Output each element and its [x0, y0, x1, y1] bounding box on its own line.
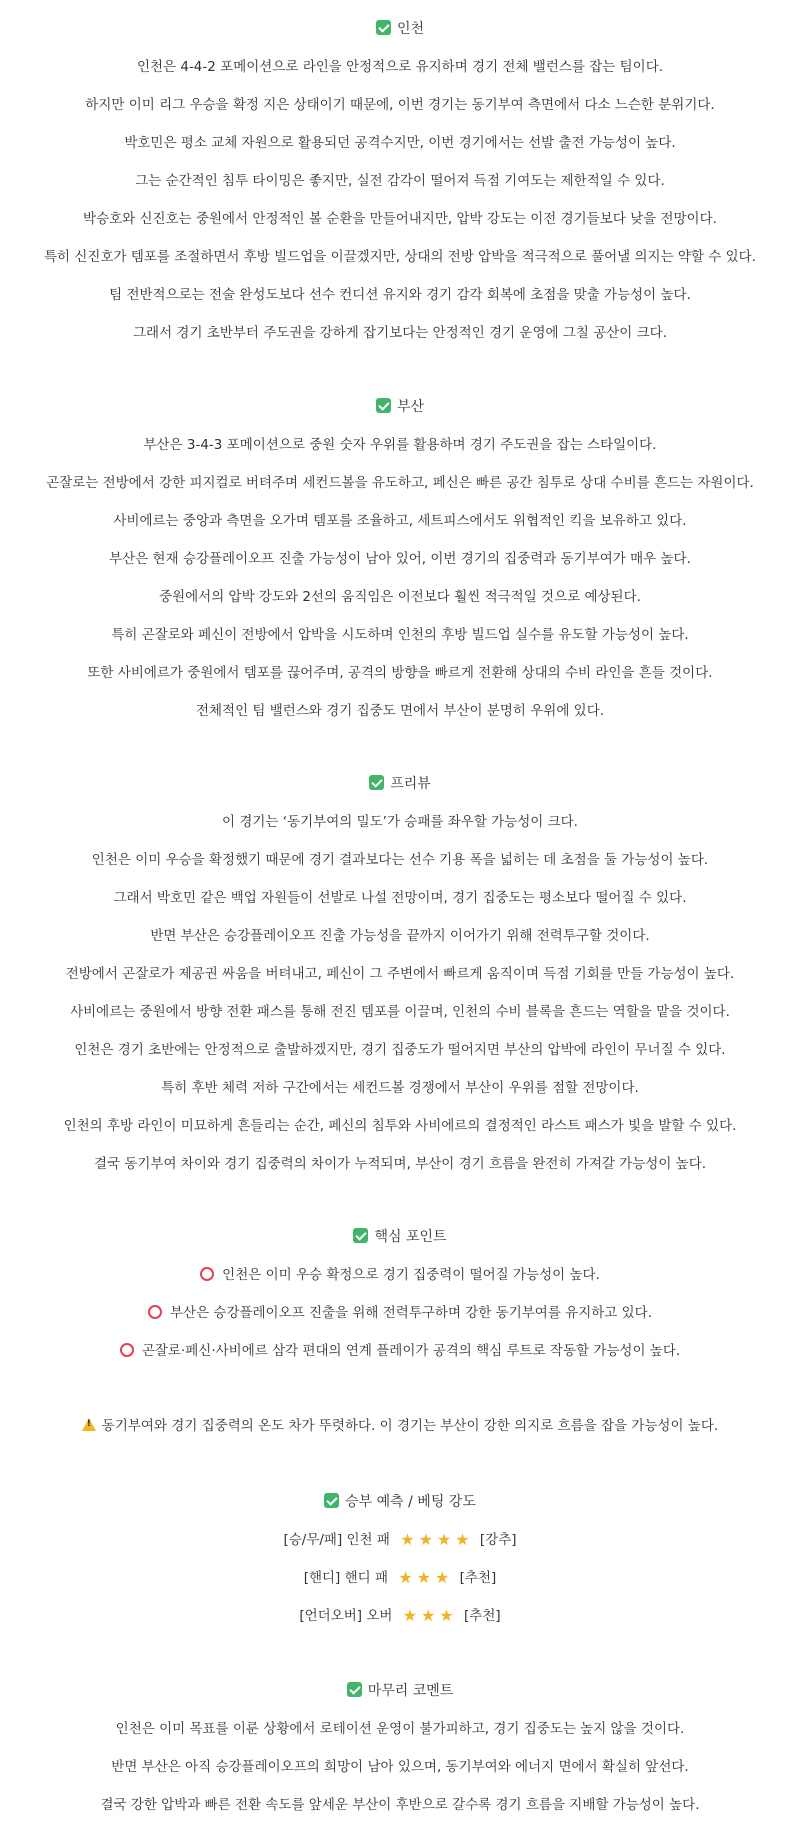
section-prediction: [0, 1483, 800, 1635]
star-icon: ★: [455, 1530, 470, 1549]
section-key-points: [0, 1218, 800, 1370]
paragraph-line: 전체적인 팀 밸런스와 경기 집중도 면에서 부산이 분명히 우위에 있다.: [195, 703, 605, 719]
warning-icon: [82, 1418, 96, 1431]
section-heading: 프리뷰: [0, 765, 800, 803]
paragraph-line: 인천은 경기 초반에는 안정적으로 출발하겠지만, 경기 집중도가 떨어지면 부산의 압박에 라인이 무너질 수 있다.: [74, 1042, 726, 1058]
section-preview: [0, 765, 800, 1183]
paragraph-line: 이 경기는 ‘동기부여의 밀도’가 승패를 좌우할 가능성이 크다.: [222, 814, 578, 830]
star-icon: ★: [416, 1568, 432, 1587]
prediction-row: [0, 1597, 800, 1635]
section-heading: 마무리 코멘트: [0, 1672, 800, 1710]
paragraph-line: 반면 부산은 아직 승강플레이오프의 희망이 남아 있으며, 동기부여와 에너지 면에서 확실히 앞선다.: [111, 1759, 689, 1775]
rating-stars: [396, 1570, 451, 1586]
section-heading: 인천: [0, 10, 800, 48]
check-icon: [324, 1493, 339, 1508]
section-heading: 승부 예측 / 베팅 강도: [0, 1483, 800, 1521]
key-point-item: 인천은 이미 우승 확정으로 경기 집중력이 떨어질 가능성이 높다.: [0, 1256, 800, 1294]
prediction-tag: [추천]: [464, 1608, 501, 1624]
paragraph-line: 박호민은 평소 교체 자원으로 활용되던 공격수지만, 이번 경기에서는 선발 출전 가능성이 높다.: [124, 135, 676, 151]
star-icon: ★: [418, 1530, 433, 1549]
prediction-tag: [추천]: [459, 1570, 497, 1586]
circle-icon: [200, 1267, 214, 1281]
paragraph-line: 인천은 4-4-2 포메이션으로 라인을 안정적으로 유지하며 경기 전체 밸런스를 잡는 팀이다.: [136, 59, 664, 75]
paragraph-line: 특히 곤잘로와 페신이 전방에서 압박을 시도하며 인천의 후방 빌드업 실수를 유도할 가능성이 높다.: [111, 627, 689, 643]
section-incheon: [0, 10, 800, 352]
check-icon: [369, 775, 384, 790]
paragraph-line: 부산은 현재 승강플레이오프 진출 가능성이 남아 있어, 이번 경기의 집중력과 동기부여가 매우 높다.: [109, 551, 691, 567]
paragraph-line: 반면 부산은 승강플레이오프 진출 가능성을 끝까지 이어가기 위해 전력투구할 것이다.: [150, 928, 650, 944]
paragraph-line: 인천은 이미 목표를 이룬 상황에서 로테이션 운영이 불가피하고, 경기 집중도는 높지 않을 것이다.: [115, 1721, 685, 1737]
paragraph-line: 특히 후반 체력 저하 구간에서는 세컨드볼 경쟁에서 부산이 우위를 점할 전망이다.: [161, 1080, 639, 1096]
key-point-item: 곤잘로·페신·사비에르 삼각 편대의 연계 플레이가 공격의 핵심 루트로 작동할 가능성이 높다.: [0, 1332, 800, 1370]
star-icon: ★: [398, 1568, 413, 1587]
paragraph-line: 그래서 경기 초반부터 주도권을 강하게 잡기보다는 안정적인 경기 운영에 그칠 공산이 크다.: [132, 325, 667, 341]
paragraph-line: 사비에르는 중원에서 방향 전환 패스를 통해 전진 템포를 이끌며, 인천의 수비 블록을 흔드는 역할을 맡을 것이다.: [70, 1004, 730, 1020]
check-icon: [347, 1682, 362, 1697]
paragraph-line: 그래서 박호민 같은 백업 자원들이 선발로 나설 전망이며, 경기 집중도는 평소보다 떨어질 수 있다.: [113, 890, 687, 906]
check-icon: [353, 1228, 368, 1243]
star-icon: ★: [436, 1530, 452, 1549]
paragraph-line: 곤잘로는 전방에서 강한 피지컬로 버텨주며 세컨드볼을 유도하고, 페신은 빠른 공간 침투로 상대 수비를 흔드는 자원이다.: [46, 475, 754, 491]
paragraph-line: 결국 동기부여 차이와 경기 집중력의 차이가 누적되며, 부산이 경기 흐름을 완전히 가져갈 가능성이 높다.: [93, 1156, 707, 1172]
paragraph-line: 부산은 3-4-3 포메이션으로 중원 숫자 우위를 활용하며 경기 주도권을 잡는 스타일이다.: [143, 437, 657, 453]
star-icon: ★: [402, 1606, 418, 1625]
key-point-item: 부산은 승강플레이오프 진출을 위해 전력투구하며 강한 동기부여를 유지하고 있다.: [0, 1294, 800, 1332]
paragraph-line: 중원에서의 압박 강도와 2선의 움직임은 이전보다 훨씬 적극적일 것으로 예상된다.: [159, 589, 641, 605]
star-icon: ★: [439, 1606, 454, 1625]
check-icon: [376, 398, 391, 413]
prediction-label: [언더오버] 오버: [299, 1608, 393, 1624]
prediction-tag: [강추]: [479, 1532, 517, 1548]
section-warning: [0, 1407, 800, 1445]
star-icon: ★: [421, 1606, 436, 1625]
check-icon: [376, 20, 391, 35]
paragraph-line: 또한 사비에르가 중원에서 템포를 끊어주며, 공격의 방향을 빠르게 전환해 상대의 수비 라인을 흔들 것이다.: [87, 665, 713, 681]
paragraph-line: 전방에서 곤잘로가 제공권 싸움을 버텨내고, 페신이 그 주변에서 빠르게 움직이며 득점 기회를 만들 가능성이 높다.: [65, 966, 735, 982]
paragraph-line: 특히 신진호가 템포를 조절하면서 후방 빌드업을 이끌겠지만, 상대의 전방 압박을 적극적으로 풀어낼 의지는 약할 수 있다.: [44, 249, 756, 265]
paragraph-line: 인천의 후방 라인이 미묘하게 흔들리는 순간, 페신의 침투와 사비에르의 결정적인 라스트 패스가 빛을 발할 수 있다.: [63, 1118, 737, 1134]
paragraph-line: 하지만 이미 리그 우승을 확정 지은 상태이기 때문에, 이번 경기는 동기부여 측면에서 다소 느슨한 분위기다.: [85, 97, 715, 113]
circle-icon: [120, 1343, 134, 1357]
star-icon: ★: [400, 1530, 415, 1549]
paragraph-line: 사비에르는 중앙과 측면을 오가며 템포를 조율하고, 세트피스에서도 위협적인 킥을 보유하고 있다.: [113, 513, 687, 529]
star-icon: ★: [435, 1568, 450, 1587]
paragraph-line: 결국 강한 압박과 빠른 전환 속도를 앞세운 부산이 후반으로 갈수록 경기 흐름을 지배할 가능성이 높다.: [100, 1797, 700, 1813]
circle-icon: [148, 1305, 162, 1319]
prediction-row: [0, 1559, 800, 1597]
prediction-label: [승/무/패] 인천 패: [283, 1532, 390, 1548]
prediction-row: [0, 1521, 800, 1559]
section-closing: [0, 1672, 800, 1824]
warning-note: !동기부여와 경기 집중력의 온도 차가 뚜렷하다. 이 경기는 부산이 강한 의지로 흐름을 잡을 가능성이 높다.: [0, 1407, 800, 1445]
paragraph-line: 박승호와 신진호는 중원에서 안정적인 볼 순환을 만들어내지만, 압박 강도는 이전 경기들보다 낮을 전망이다.: [83, 211, 717, 227]
rating-stars: [401, 1608, 456, 1624]
prediction-label: [핸디] 핸디 패: [303, 1570, 389, 1586]
section-busan: [0, 388, 800, 730]
paragraph-line: 그는 순간적인 침투 타이밍은 좋지만, 실전 감각이 떨어져 득점 기여도는 제한적일 수 있다.: [135, 173, 665, 189]
rating-stars: [398, 1532, 471, 1548]
section-heading: 핵심 포인트: [0, 1218, 800, 1256]
section-heading: 부산: [0, 388, 800, 426]
paragraph-line: 인천은 이미 우승을 확정했기 때문에 경기 결과보다는 선수 기용 폭을 넓히는 데 초점을 둘 가능성이 높다.: [91, 852, 709, 868]
paragraph-line: 팀 전반적으로는 전술 완성도보다 선수 컨디션 유지와 경기 감각 회복에 초점을 맞출 가능성이 높다.: [109, 287, 691, 303]
